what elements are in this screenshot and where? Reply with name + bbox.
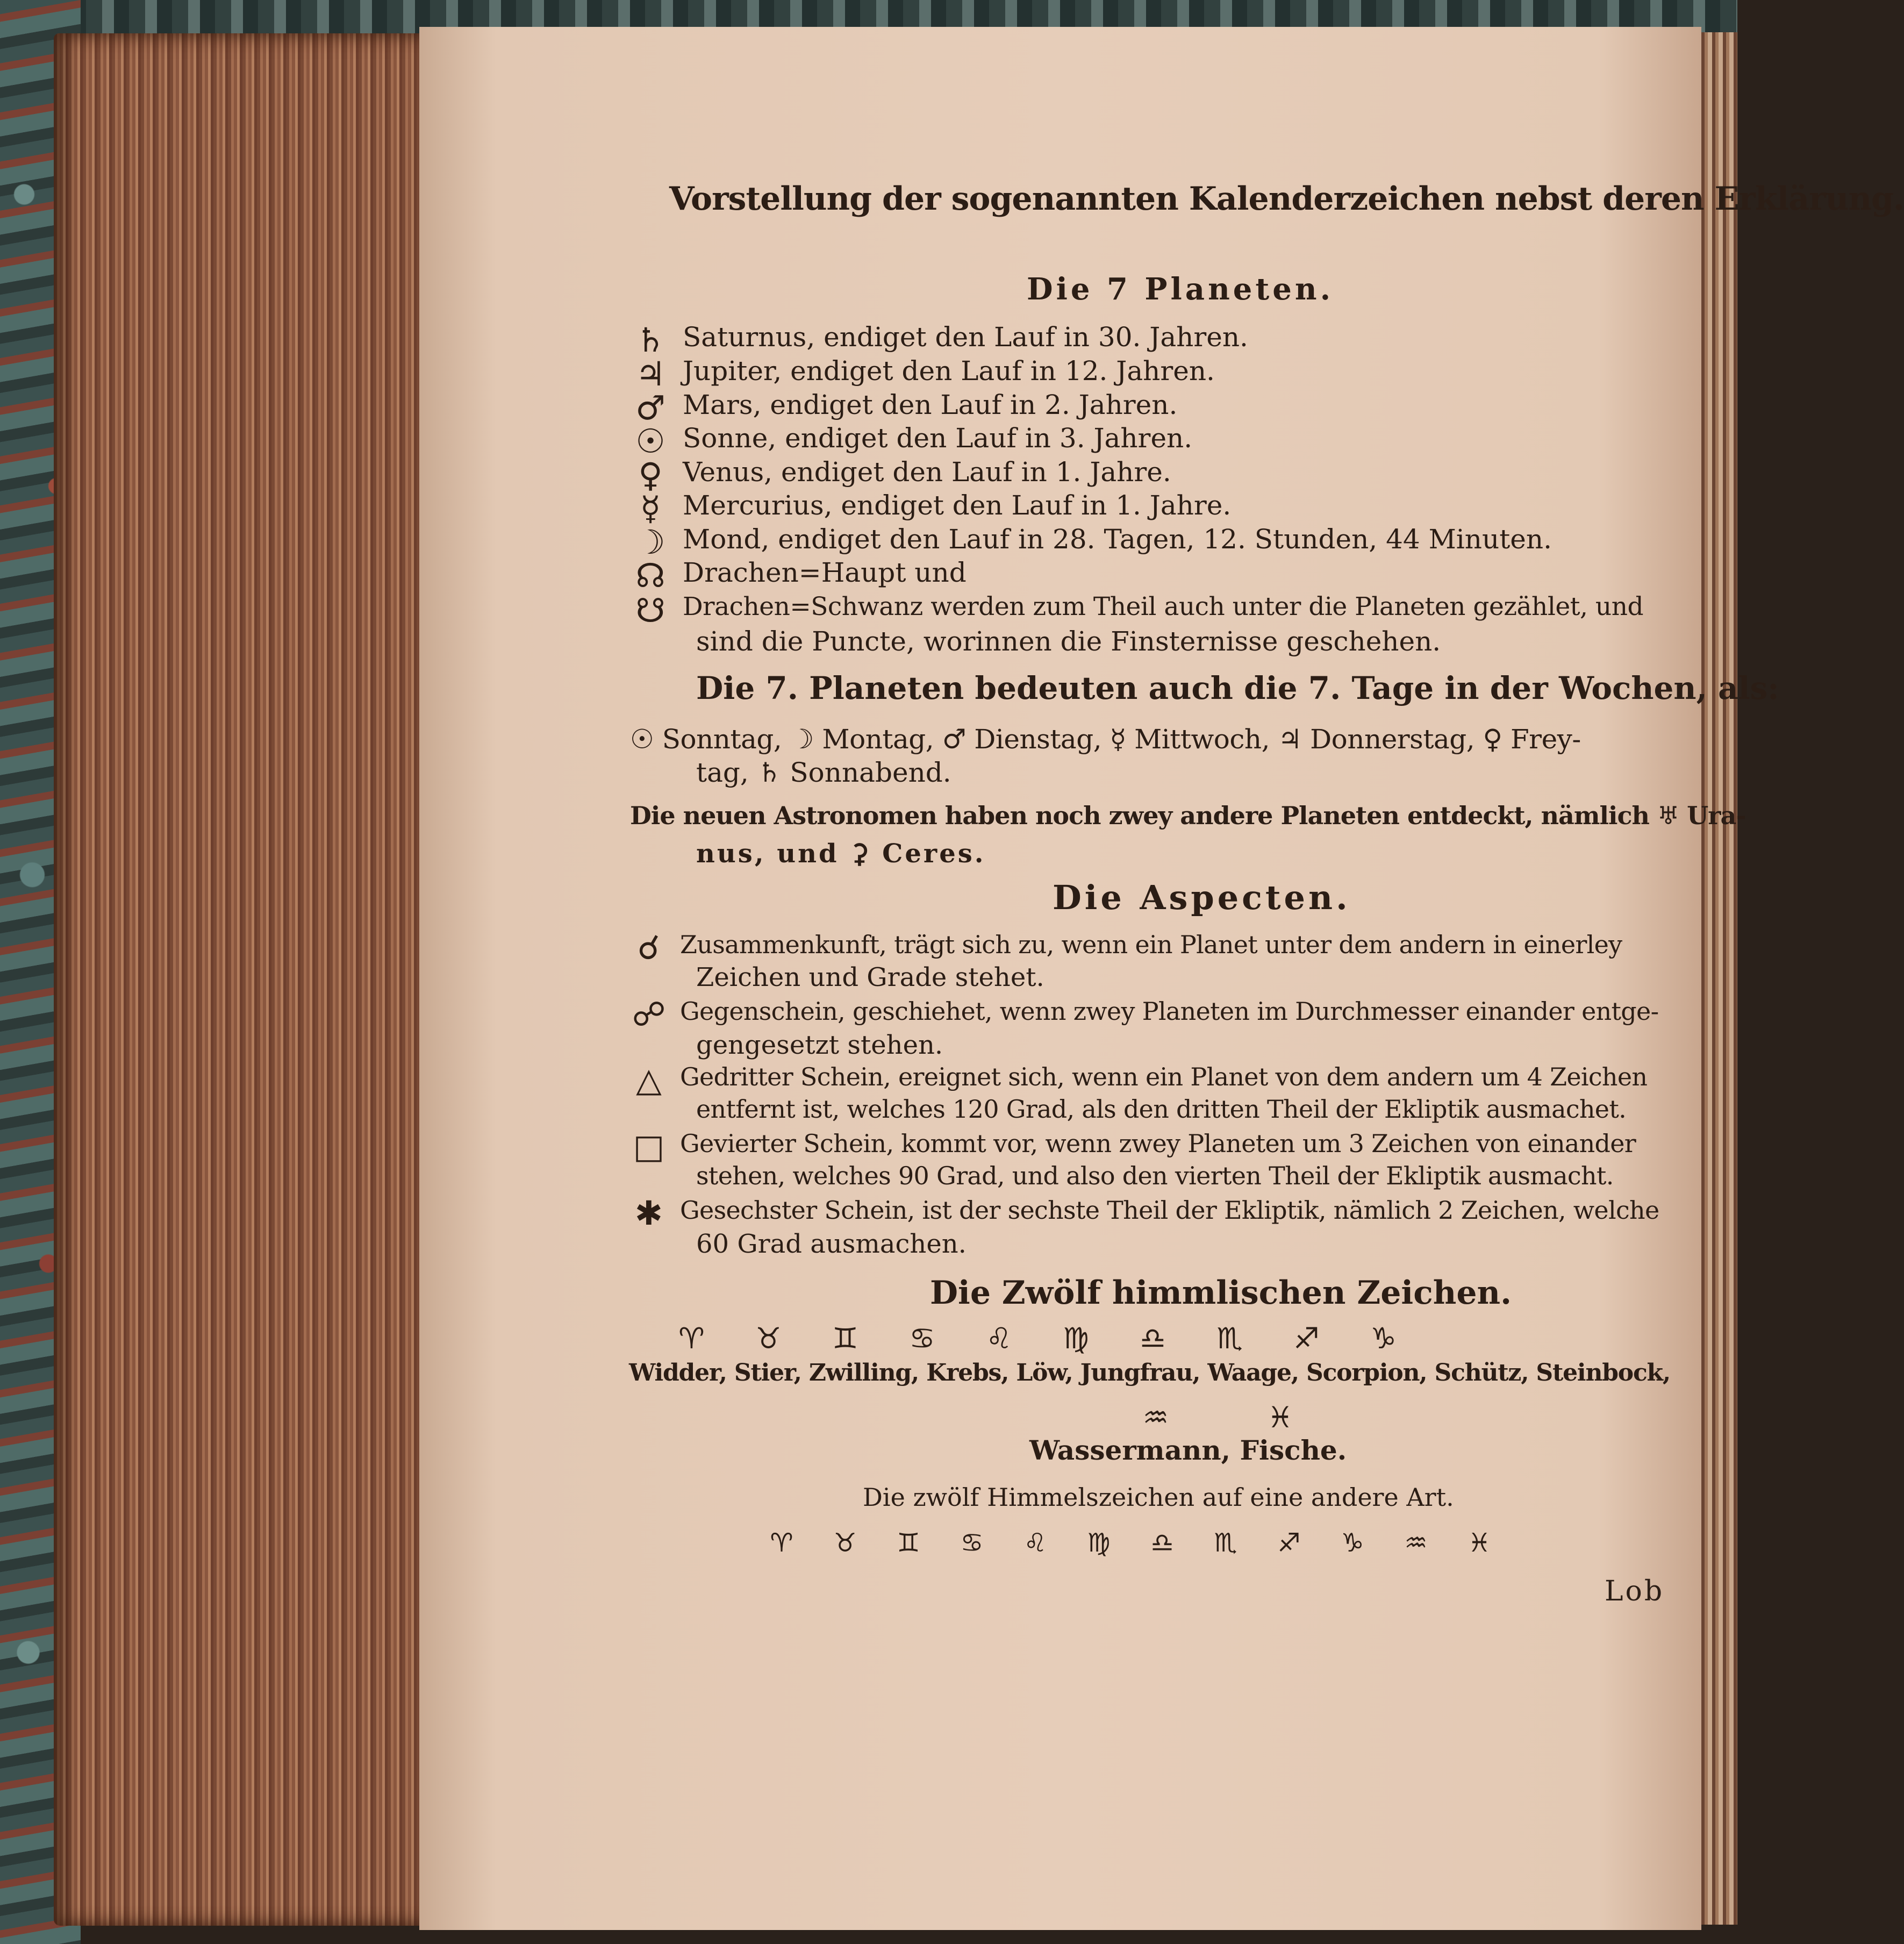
saturn-icon: ♄	[635, 320, 665, 360]
capricorn-figure-icon: ♑	[1370, 1321, 1397, 1355]
virgo-icon: ♍	[1087, 1528, 1111, 1558]
aspect-line-2: 60 Grad ausmachen.	[696, 1229, 967, 1259]
zodiac-figures-row-1	[653, 1321, 1422, 1355]
aspect-line-1: Zusammenkunft, trägt sich zu, wenn ein Planet unter dem andern in einerley	[680, 930, 1622, 959]
weekdays-line-1: ☉ Sonntag, ☽ Montag, ♂ Dienstag, ☿ Mittwoch, ♃ Donnerstag, ♀ Frey-	[630, 724, 1581, 755]
new-planets-line-1: Die neuen Astronomen haben noch zwey andere Planeten entdeckt, nämlich ♅ Ura-	[630, 801, 1746, 830]
venus-icon: ♀	[638, 455, 663, 495]
jupiter-icon: ♃	[635, 354, 665, 394]
mercury-icon: ☿	[640, 489, 661, 528]
aquarius-figure-icon: ♒	[1142, 1400, 1169, 1434]
aspect-line-1: Gesechster Schein, ist der sechste Theil der Ekliptik, nämlich 2 Zeichen, welche	[680, 1196, 1659, 1225]
leo-figure-icon: ♌	[986, 1321, 1012, 1355]
planet-text: Jupiter, endiget den Lauf in 12. Jahren.	[683, 355, 1215, 387]
leo-icon: ♌	[1023, 1528, 1047, 1558]
sextile-icon: ✱	[635, 1193, 663, 1233]
weekdays-line-2: tag, ♄ Sonnabend.	[696, 757, 951, 788]
mars-icon: ♂	[635, 388, 665, 427]
aspect-line-1: Gevierter Schein, kommt vor, wenn zwey Planeten um 3 Zeichen von einander	[680, 1129, 1636, 1158]
page-title: Vorstellung der sogenannten Kalenderzeichen nebst deren Erklärung.	[669, 180, 1904, 218]
zodiac-names-line-2: Wassermann, Fische.	[1029, 1434, 1347, 1466]
virgo-figure-icon: ♍	[1063, 1321, 1089, 1355]
zodiac-alt-heading: Die zwölf Himmelszeichen auf eine andere Art.	[863, 1483, 1454, 1512]
planet-text: Drachen=Schwanz werden zum Theil auch unter die Planeten gezählet, und	[683, 592, 1644, 621]
aspect-line-1: Gegenschein, geschiehet, wenn zwey Planeten im Durchmesser einander entge-	[680, 997, 1659, 1026]
libra-figure-icon: ♎	[1140, 1321, 1166, 1355]
planet-text: Saturnus, endiget den Lauf in 30. Jahren.	[683, 321, 1248, 353]
cancer-figure-icon: ♋	[909, 1321, 935, 1355]
zodiac-alt-symbols	[750, 1528, 1511, 1558]
aspect-line-2: gengesetzt stehen.	[696, 1030, 943, 1060]
moon-icon: ☽	[635, 523, 665, 562]
planet-text: Mars, endiget den Lauf in 2. Jahren.	[683, 389, 1178, 420]
conjunction-icon: ☌	[638, 928, 660, 967]
planet-text: Drachen=Haupt und	[683, 557, 967, 588]
sagittarius-icon: ♐	[1277, 1528, 1301, 1558]
pisces-icon: ♓	[1468, 1528, 1491, 1558]
gemini-icon: ♊	[897, 1528, 920, 1558]
planet-text: Mercurius, endiget den Lauf in 1. Jahre.	[683, 490, 1232, 521]
planets-heading: Die 7 Planeten.	[1027, 271, 1334, 307]
new-planets-line-2: nus, und ⚳ Ceres.	[696, 839, 986, 869]
ascending-node-icon: ☊	[635, 556, 665, 595]
taurus-figure-icon: ♉	[755, 1321, 782, 1355]
planet-text: Venus, endiget den Lauf in 1. Jahre.	[683, 456, 1171, 488]
aspects-heading: Die Aspecten.	[1053, 878, 1351, 917]
aspect-line-2: Zeichen und Grade stehet.	[696, 962, 1044, 992]
planet-text: Sonne, endiget den Lauf in 3. Jahren.	[683, 423, 1193, 454]
weekdays-heading: Die 7. Planeten bedeuten auch die 7. Tage in der Wochen, als:	[696, 670, 1779, 706]
square-icon: □	[633, 1127, 665, 1166]
aries-icon: ♈	[770, 1528, 793, 1558]
zodiac-heading: Die Zwölf himmlischen Zeichen.	[930, 1274, 1512, 1312]
catchword: Lob	[1605, 1575, 1665, 1607]
page-stack-edge	[54, 33, 446, 1926]
gemini-figure-icon: ♊	[832, 1321, 858, 1355]
aspect-line-2: entfernt ist, welches 120 Grad, als den dritten Theil der Ekliptik ausmachet.	[696, 1095, 1627, 1124]
cancer-icon: ♋	[960, 1528, 984, 1558]
aspect-line-1: Gedritter Schein, ereignet sich, wenn ein Planet von dem andern um 4 Zeichen	[680, 1062, 1648, 1091]
libra-icon: ♎	[1150, 1528, 1174, 1558]
aquarius-icon: ♒	[1404, 1528, 1428, 1558]
taurus-icon: ♉	[833, 1528, 857, 1558]
sagittarius-figure-icon: ♐	[1293, 1321, 1320, 1355]
planet-text: Mond, endiget den Lauf in 28. Tagen, 12. Stunden, 44 Minuten.	[683, 524, 1552, 555]
book-page	[419, 27, 1701, 1930]
capricorn-icon: ♑	[1341, 1528, 1364, 1558]
trine-icon: △	[636, 1060, 662, 1099]
zodiac-figures-row-2	[1070, 1400, 1319, 1434]
scorpio-icon: ♏	[1214, 1528, 1237, 1558]
sun-icon: ☉	[635, 421, 665, 461]
aries-figure-icon: ♈	[678, 1321, 705, 1355]
aspect-line-2: stehen, welches 90 Grad, und also den vierten Theil der Ekliptik ausmacht.	[696, 1161, 1614, 1190]
facing-page-edge	[1701, 32, 1737, 1925]
opposition-icon: ☍	[632, 995, 666, 1034]
pisces-figure-icon: ♓	[1267, 1400, 1293, 1434]
planets-continuation: sind die Puncte, worinnen die Finsternisse geschehen.	[696, 626, 1441, 657]
zodiac-names-line-1: Widder, Stier, Zwilling, Krebs, Löw, Jungfrau, Waage, Scorpion, Schütz, Steinbock,	[629, 1359, 1670, 1386]
scorpio-figure-icon: ♏	[1216, 1321, 1243, 1355]
descending-node-icon: ☋	[635, 591, 665, 630]
